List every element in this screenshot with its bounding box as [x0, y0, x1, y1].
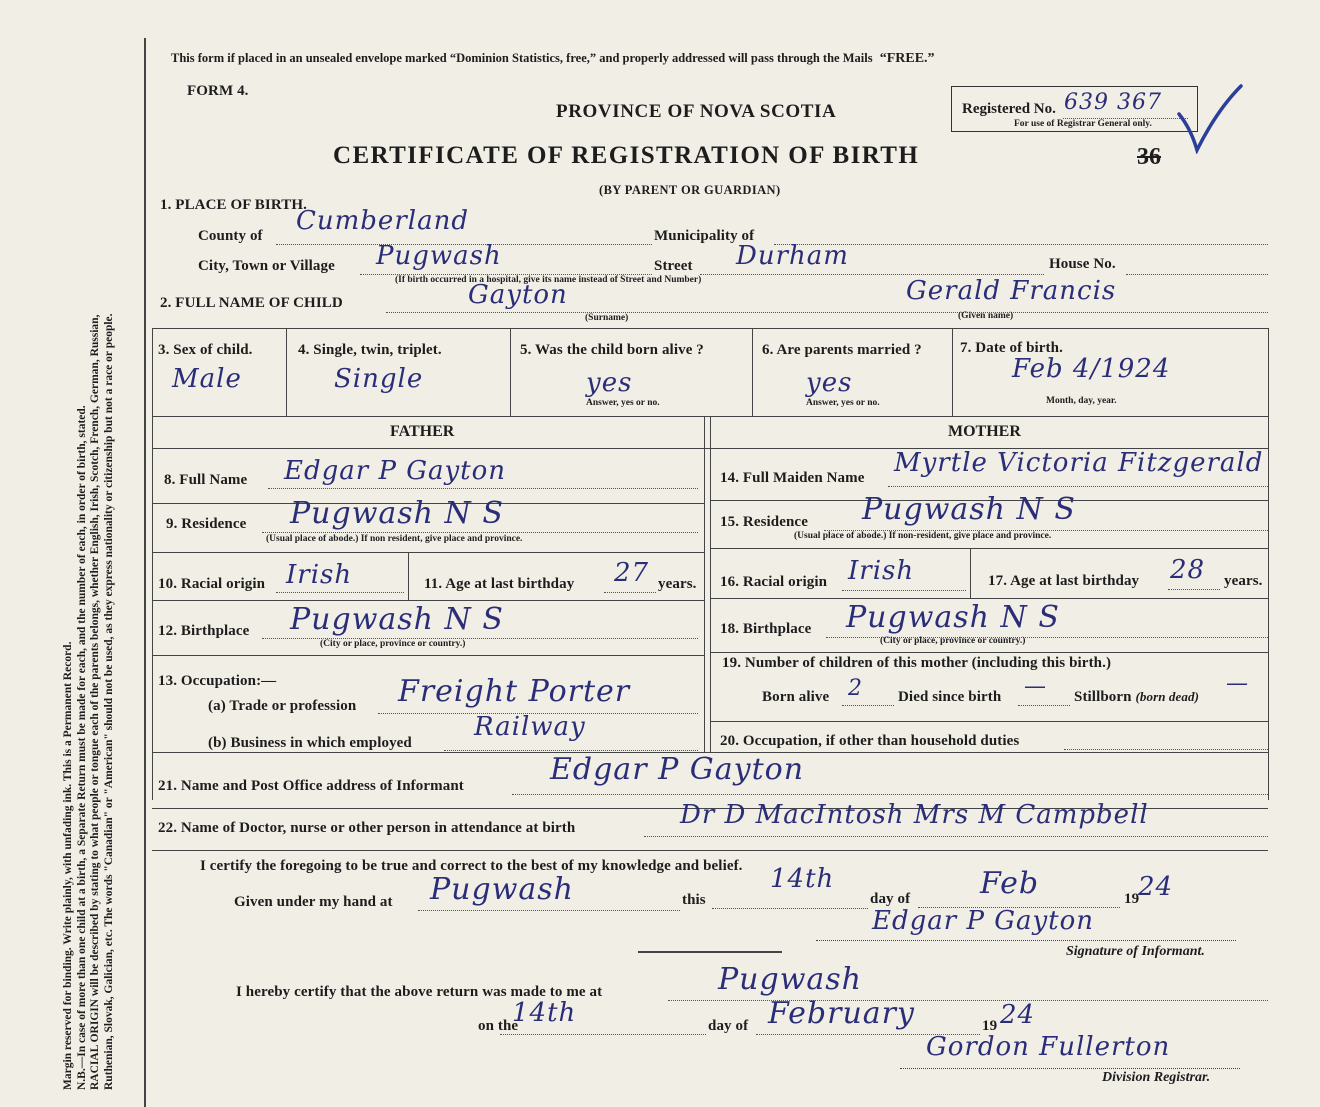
- given-day-dots: [712, 908, 868, 909]
- registered-number: 639 367: [1064, 90, 1162, 115]
- mother-row-line-3: [710, 598, 1268, 599]
- mother-row-line-4: [710, 652, 1268, 653]
- registrar-place-value: Pugwash: [718, 962, 862, 997]
- given-day-value: 14th: [770, 864, 835, 894]
- father-trade-value: Freight Porter: [398, 674, 631, 709]
- registrar-day-of-label: day of: [708, 1018, 749, 1034]
- child-given-name: Gerald Francis: [906, 276, 1117, 306]
- father-residence-label: 9. Residence: [166, 516, 247, 532]
- margin-notes: [62, 30, 116, 1090]
- province-heading: PROVINCE OF NOVA SCOTIA: [556, 101, 837, 122]
- mother-racial-label: 16. Racial origin: [720, 574, 828, 590]
- registrar-signature: Gordon Fullerton: [926, 1032, 1171, 1062]
- mother-name-dots: [888, 486, 1268, 487]
- father-racial-divider: [408, 552, 409, 600]
- check-mark-icon: [1175, 82, 1245, 154]
- grid-left-border: [152, 328, 153, 800]
- given-at-value: Pugwash: [430, 872, 574, 907]
- father-business-label: (b) Business in which employed: [208, 735, 412, 751]
- mother-racial-dots: [842, 590, 966, 591]
- section-separator: [638, 951, 782, 953]
- father-residence-value: Pugwash N S: [290, 496, 504, 531]
- married-label: 6. Are parents married ?: [762, 342, 922, 358]
- place-of-birth-label: 1. PLACE OF BIRTH.: [160, 197, 307, 213]
- mother-birthplace-value: Pugwash N S: [846, 600, 1060, 635]
- alive-label: 5. Was the child born alive ?: [520, 342, 704, 358]
- mother-name-value: Myrtle Victoria Fitzgerald: [894, 448, 1264, 478]
- father-residence-dots: [262, 532, 698, 533]
- mother-occupation-dots: [1064, 749, 1268, 750]
- father-birthplace-label: 12. Birthplace: [158, 623, 250, 639]
- alive-value: yes: [586, 368, 633, 398]
- row3-divider-1: [286, 328, 287, 416]
- father-row-line-2: [152, 552, 704, 553]
- dob-note: Month, day, year.: [1046, 396, 1117, 406]
- father-row-line-3: [152, 600, 704, 601]
- mother-birthplace-label: 18. Birthplace: [720, 621, 812, 637]
- born-alive-label: Born alive: [762, 689, 830, 705]
- county-label: County of: [198, 228, 263, 244]
- mother-residence-note: (Usual place of abode.) If non-resident, give place and province.: [794, 531, 1052, 541]
- given-year-prefix: 19: [1124, 891, 1140, 907]
- street-label: Street: [654, 258, 693, 274]
- born-alive-value: 2: [848, 676, 863, 701]
- city-label: City, Town or Village: [198, 258, 335, 274]
- stillborn-label-text: Stillborn: [1074, 689, 1132, 705]
- mother-name-label: 14. Full Maiden Name: [720, 470, 865, 486]
- parents-divider-b: [710, 416, 711, 752]
- this-label: this: [682, 892, 706, 908]
- margin-note-line-3: RACIAL ORIGIN will be described by stating to what people or tongue each of the parents belongs, whether English, Irish, Scotch, French, German, Russian,: [89, 314, 102, 1090]
- father-trade-label: (a) Trade or profession: [208, 698, 357, 714]
- father-racial-dots: [276, 592, 404, 593]
- mother-birthplace-note: (City or place, province or country.): [880, 636, 1026, 646]
- informant-signature-line: [816, 940, 1236, 941]
- informant-dots: [512, 794, 1268, 795]
- doctor-dots: [644, 836, 1268, 837]
- doctor-label: 22. Name of Doctor, nurse or other person in attendance at birth: [158, 820, 576, 836]
- registered-label: Registered No.: [962, 101, 1056, 117]
- informant-value: Edgar P Gayton: [550, 752, 805, 787]
- father-name-dots: [268, 488, 698, 489]
- hospital-note: (If birth occurred in a hospital, give its name instead of Street and Number): [395, 275, 702, 285]
- father-racial-value: Irish: [286, 560, 353, 590]
- father-name-value: Edgar P Gayton: [284, 456, 507, 486]
- mother-residence-value: Pugwash N S: [862, 492, 1076, 527]
- registrar-statement: I hereby certify that the above return was made to me at: [236, 984, 603, 1000]
- mother-age-dots: [1168, 589, 1220, 590]
- informant-label: 21. Name and Post Office address of Informant: [158, 778, 464, 794]
- given-at-dots: [418, 910, 680, 911]
- dob-value: Feb 4/1924: [1012, 354, 1171, 384]
- mother-heading: MOTHER: [948, 423, 1021, 440]
- form-number: FORM 4.: [187, 83, 249, 99]
- registrar-signature-label: Division Registrar.: [1102, 1070, 1211, 1085]
- stillborn-value: —: [1226, 671, 1249, 696]
- plurality-label: 4. Single, twin, triplet.: [298, 342, 442, 358]
- struck-number: 36: [1137, 144, 1161, 170]
- born-alive-dots: [842, 705, 894, 706]
- died-since-dots: [1018, 705, 1070, 706]
- certificate-title: CERTIFICATE OF REGISTRATION OF BIRTH: [333, 142, 920, 169]
- father-occupation-label: 13. Occupation:—: [158, 673, 277, 689]
- municipality-label: Municipality of: [654, 228, 755, 244]
- father-residence-note: (Usual place of abode.) If non resident, give place and province.: [266, 534, 523, 544]
- registrar-year-value: 24: [1000, 1000, 1036, 1030]
- mother-years-label: years.: [1224, 573, 1263, 589]
- stillborn-label: [1074, 689, 1199, 706]
- doctor-bottom-line: [152, 850, 1268, 851]
- registrar-day-value: 14th: [512, 998, 577, 1028]
- father-racial-label: 10. Racial origin: [158, 576, 266, 592]
- registrar-on-label: on the: [478, 1018, 519, 1034]
- parents-divider-a: [704, 416, 705, 752]
- died-since-value: —: [1024, 674, 1047, 699]
- registrar-place-dots: [668, 1000, 1268, 1001]
- house-label: House No.: [1049, 256, 1116, 272]
- margin-note-line-1: Margin reserved for binding. Write plainly, with unfading ink. This is a Permanent Record.: [62, 641, 74, 1090]
- margin-border: [144, 38, 146, 1107]
- registrar-note: For use of Registrar General only.: [1014, 119, 1152, 129]
- stillborn-note: (born dead): [1135, 689, 1200, 704]
- given-at-label: Given under my hand at: [234, 894, 393, 910]
- father-years-label: years.: [658, 576, 697, 592]
- mail-notice: [171, 51, 935, 67]
- street-value: Durham: [736, 241, 849, 271]
- sex-label: 3. Sex of child.: [158, 342, 253, 358]
- father-row-line-4: [152, 655, 704, 656]
- surname-caption: (Surname): [585, 313, 629, 323]
- certification-statement: I certify the foregoing to be true and correct to the best of my knowledge and belief.: [200, 858, 743, 874]
- city-value: Pugwash: [376, 241, 502, 271]
- registrar-month-value: February: [768, 996, 915, 1031]
- mother-racial-value: Irish: [848, 556, 915, 586]
- street-dots: [700, 274, 1044, 275]
- given-name-caption: (Given name): [958, 311, 1014, 321]
- father-age-dots: [604, 592, 656, 593]
- father-age-label: 11. Age at last birthday: [424, 576, 575, 592]
- mother-racial-divider: [970, 548, 971, 598]
- row3-top-line: [152, 328, 1268, 329]
- died-since-label: Died since birth: [898, 689, 1002, 705]
- row3-divider-4: [952, 328, 953, 416]
- alive-note: Answer, yes or no.: [586, 398, 660, 408]
- informant-signature-label: Signature of Informant.: [1066, 944, 1205, 959]
- given-day-of-label: day of: [870, 891, 911, 907]
- informant-signature: Edgar P Gayton: [872, 906, 1095, 936]
- father-name-label: 8. Full Name: [164, 472, 248, 488]
- grid-right-border: [1268, 328, 1269, 800]
- margin-note-line-2: N.B.—In case of more than one child at a birth, a Separate Return must be made for each, and the number of each, in order of birth, stated.: [75, 405, 88, 1090]
- row3-divider-2: [510, 328, 511, 416]
- mother-row-line-2: [710, 548, 1268, 549]
- registrar-signature-line: [900, 1068, 1240, 1069]
- registrar-day-dots: [500, 1034, 706, 1035]
- mother-residence-label: 15. Residence: [720, 514, 808, 530]
- registrar-year-prefix: 19: [982, 1018, 998, 1034]
- child-surname: Gayton: [468, 280, 568, 310]
- child-name-dots: [386, 312, 1268, 313]
- given-year-value: 24: [1138, 872, 1174, 902]
- given-month-value: Feb: [980, 866, 1040, 901]
- father-age-value: 27: [614, 558, 650, 588]
- doctor-value: Dr D MacIntosh Mrs M Campbell: [680, 800, 1149, 830]
- married-note: Answer, yes or no.: [806, 398, 880, 408]
- sex-value: Male: [172, 364, 242, 394]
- father-birthplace-note: (City or place, province or country.): [320, 639, 466, 649]
- mother-children-label: 19. Number of children of this mother (including this birth.): [722, 655, 1112, 671]
- certificate-subtitle: (BY PARENT OR GUARDIAN): [599, 183, 781, 197]
- mail-notice-free: “FREE.”: [879, 51, 935, 66]
- plurality-value: Single: [334, 364, 424, 394]
- mail-notice-text: This form if placed in an unsealed envelope marked “Dominion Statistics, free,” and properly addressed will pass through the Mails: [171, 51, 873, 65]
- mother-age-label: 17. Age at last birthday: [988, 573, 1140, 589]
- mother-occupation-label: 20. Occupation, if other than household duties: [720, 733, 1020, 749]
- dob-label: 7. Date of birth.: [960, 340, 1063, 356]
- county-value: Cumberland: [296, 206, 469, 236]
- mother-age-value: 28: [1170, 555, 1206, 585]
- father-heading: FATHER: [390, 423, 455, 440]
- child-name-label: 2. FULL NAME OF CHILD: [160, 295, 343, 311]
- house-dots: [1126, 274, 1268, 275]
- father-business-dots: [444, 750, 698, 751]
- married-value: yes: [806, 368, 853, 398]
- margin-note-line-4: Ruthenian, Slovak, Galician, etc. The words "Canadian" or "American" should not be used, as they express nationality or citizenship but not a race or people.: [102, 313, 115, 1090]
- father-business-value: Railway: [474, 712, 586, 742]
- row3-divider-3: [752, 328, 753, 416]
- father-birthplace-value: Pugwash N S: [290, 602, 504, 637]
- mother-row-line-5: [710, 721, 1268, 722]
